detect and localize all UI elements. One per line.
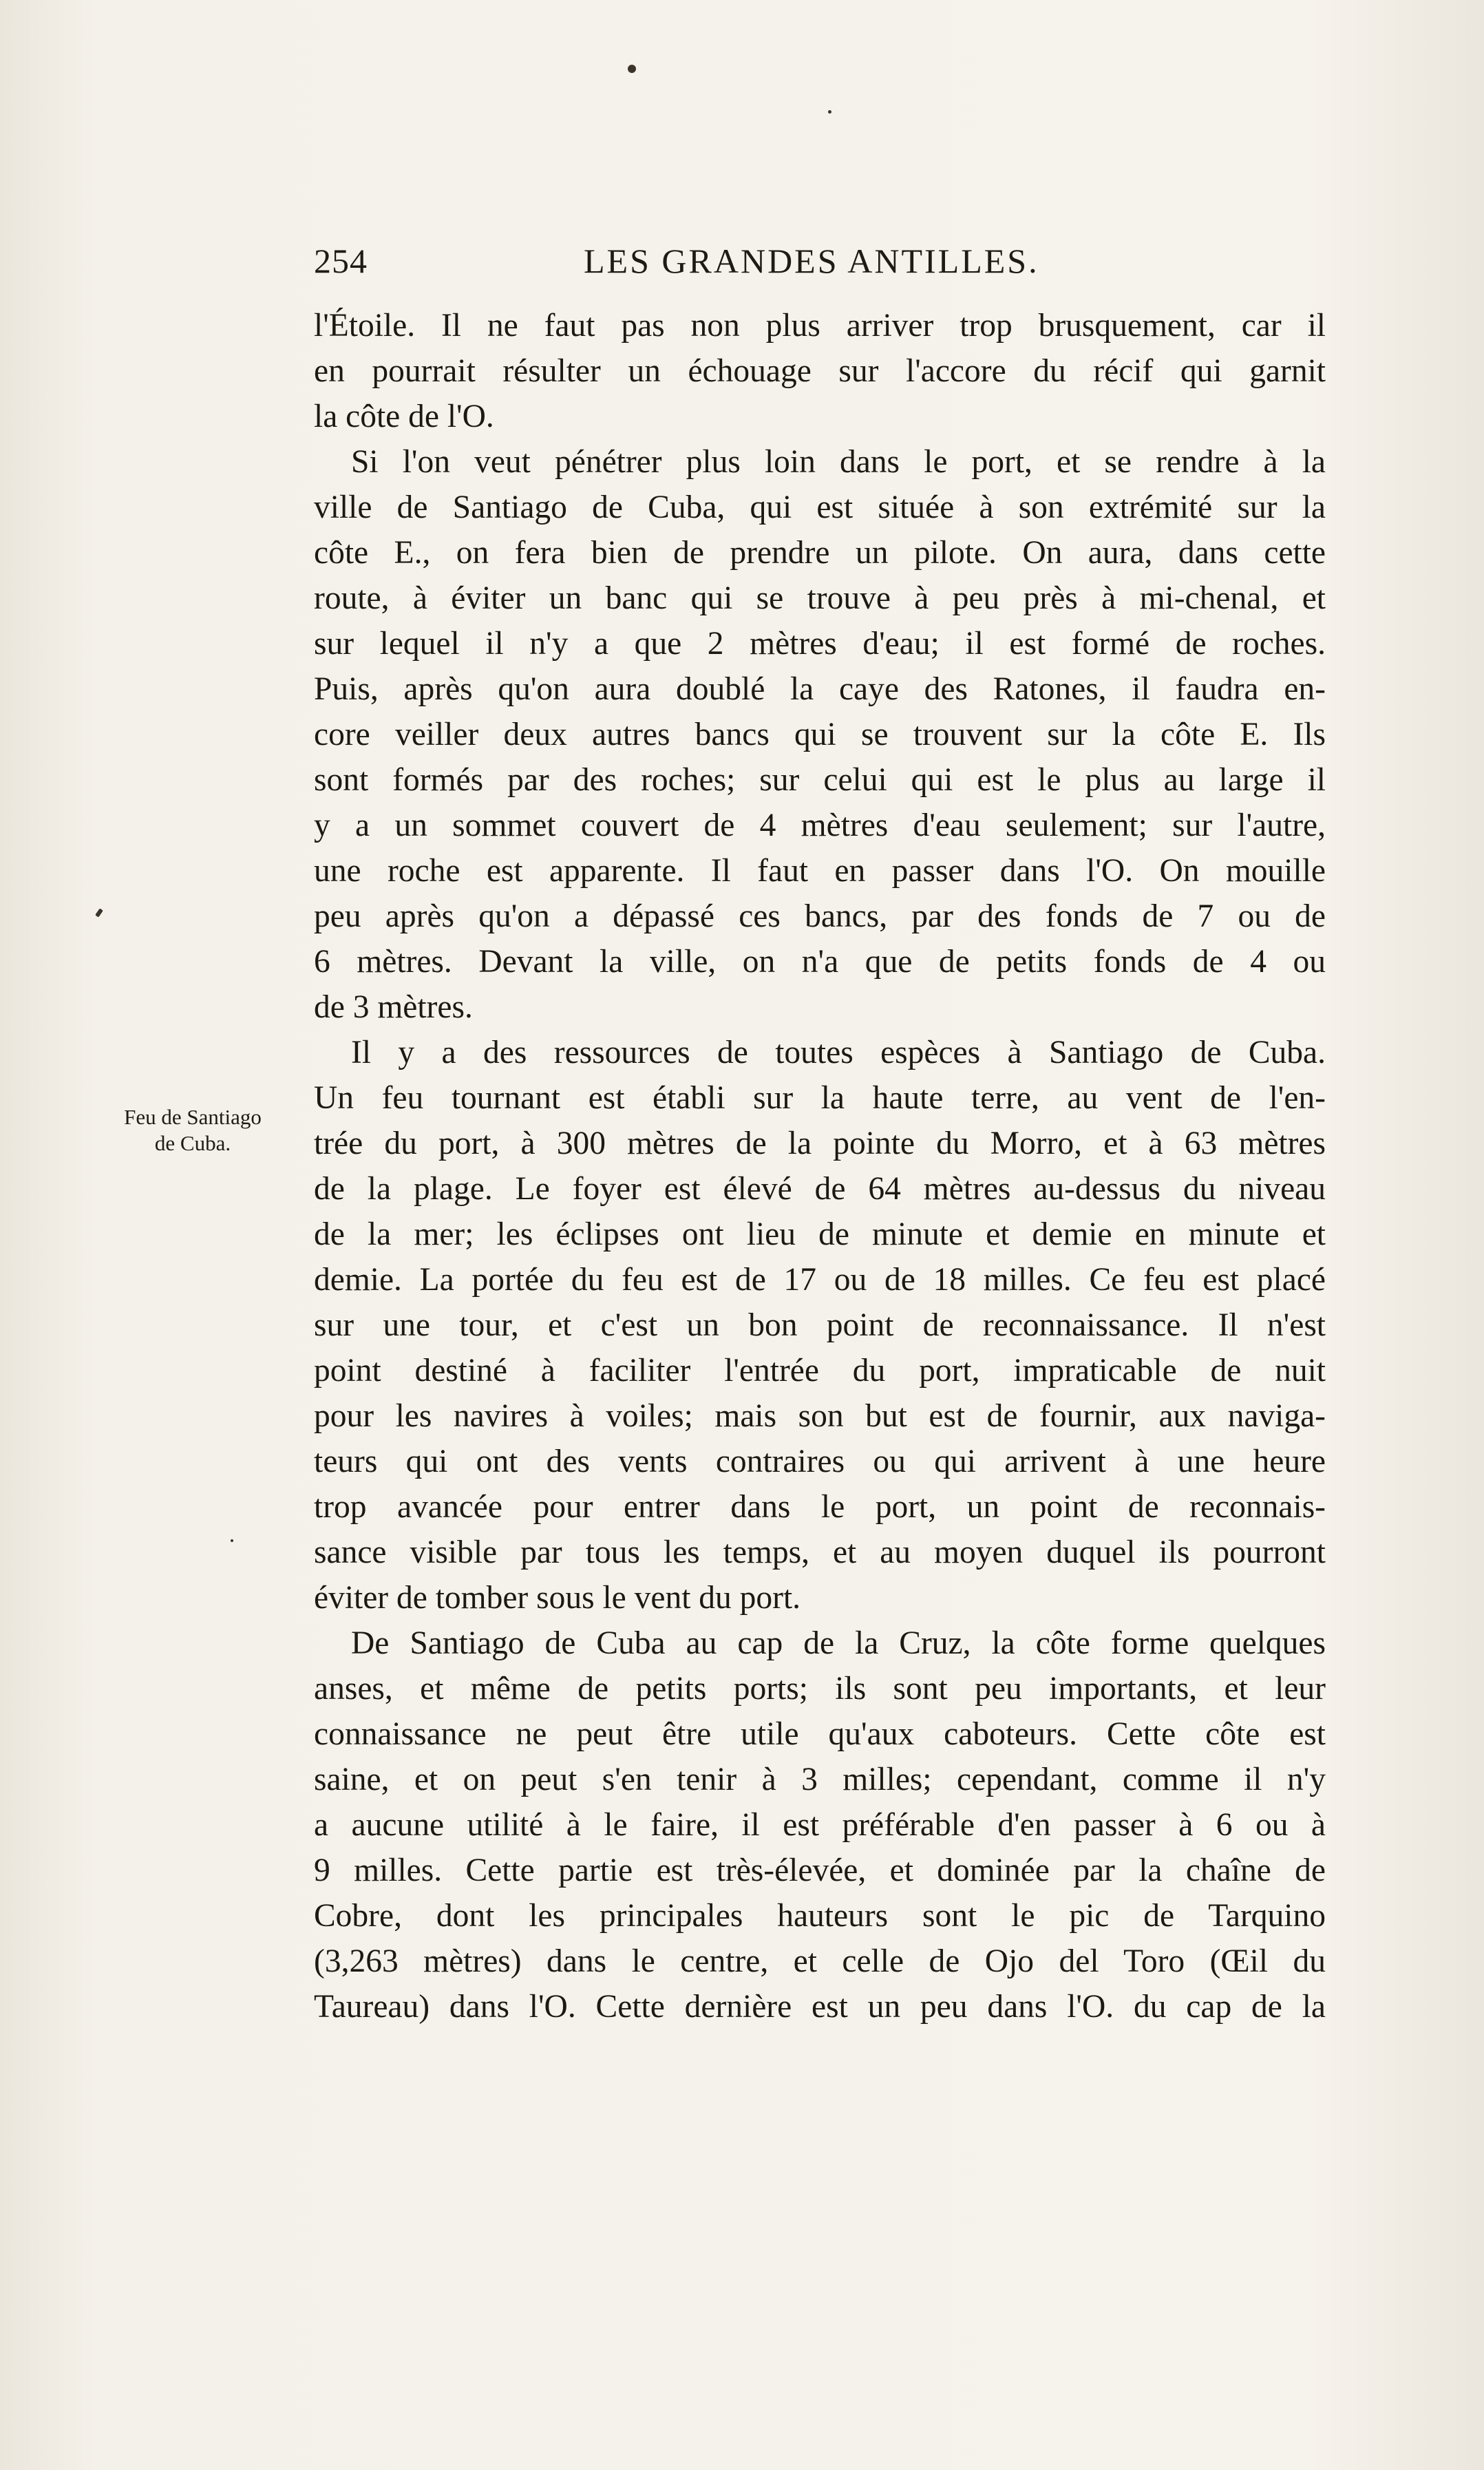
text-line: sance visible par tous les temps, et au moyen duquel ils pourront xyxy=(314,1534,1326,1570)
text-line: teurs qui ont des vents contraires ou qui arrivent à une heure xyxy=(314,1444,1326,1479)
text-line: une roche est apparente. Il faut en passer dans l'O. On mouille xyxy=(314,853,1326,889)
text-line: demie. La portée du feu est de 17 ou de 18 milles. Ce feu est placé xyxy=(314,1262,1326,1298)
text-line: y a un sommet couvert de 4 mètres d'eau seulement; sur l'autre, xyxy=(314,807,1326,843)
body-text xyxy=(314,303,1326,2029)
text-line: sur une tour, et c'est un bon point de reconnaissance. Il n'est xyxy=(314,1307,1326,1343)
text-line: De Santiago de Cuba au cap de la Cruz, la côte forme quelques xyxy=(351,1625,1326,1661)
text-line: saine, et on peut s'en tenir à 3 milles; cependant, comme il n'y xyxy=(314,1762,1326,1797)
text-line: Si l'on veut pénétrer plus loin dans le port, et se rendre à la xyxy=(351,444,1326,480)
text-line: ville de Santiago de Cuba, qui est située à son extrémité sur la xyxy=(314,489,1326,525)
text-line: pour les navires à voiles; mais son but est de fournir, aux naviga- xyxy=(314,1398,1326,1434)
running-title: LES GRANDES ANTILLES. xyxy=(584,242,1039,280)
text-line: Il y a des ressources de toutes espèces à Santiago de Cuba. xyxy=(351,1035,1326,1070)
ink-speck xyxy=(628,65,636,73)
text-line: de 3 mètres. xyxy=(314,989,473,1025)
text-line: éviter de tomber sous le vent du port. xyxy=(314,1580,801,1616)
text-line: (3,263 mètres) dans le centre, et celle de Ojo del Toro (Œil du xyxy=(314,1943,1326,1979)
text-line: Un feu tournant est établi sur la haute terre, au vent de l'en- xyxy=(314,1080,1326,1116)
margin-note-line: de Cuba. xyxy=(154,1131,231,1155)
text-line: peu après qu'on a dépassé ces bancs, par des fonds de 7 ou de xyxy=(314,898,1326,934)
text-line: Puis, après qu'on aura doublé la caye des Ratones, il faudra en- xyxy=(314,671,1326,707)
text-line: de la mer; les éclipses ont lieu de minute et demie en minute et xyxy=(314,1216,1326,1252)
text-line: route, à éviter un banc qui se trouve à peu près à mi-chenal, et xyxy=(314,580,1326,616)
text-line: 6 mètres. Devant la ville, on n'a que de petits fonds de 4 ou xyxy=(314,944,1326,980)
text-line: côte E., on fera bien de prendre un pilote. On aura, dans cette xyxy=(314,535,1326,571)
text-line: l'Étoile. Il ne faut pas non plus arriver trop brusquement, car il xyxy=(314,308,1326,344)
text-line: en pourrait résulter un échouage sur l'accore du récif qui garnit xyxy=(314,353,1326,389)
text-line: core veiller deux autres bancs qui se trouvent sur la côte E. Ils xyxy=(314,717,1326,752)
text-line: 9 milles. Cette partie est très-élevée, et dominée par la chaîne de xyxy=(314,1852,1326,1888)
ink-speck xyxy=(231,1539,233,1542)
text-line: Cobre, dont les principales hauteurs sont le pic de Tarquino xyxy=(314,1898,1326,1934)
text-line: a aucune utilité à le faire, il est préférable d'en passer à 6 ou à xyxy=(314,1807,1326,1843)
ink-speck xyxy=(95,908,103,917)
text-line: de la plage. Le foyer est élevé de 64 mètres au-dessus du niveau xyxy=(314,1171,1326,1207)
text-line: point destiné à faciliter l'entrée du port, impraticable de nuit xyxy=(314,1353,1326,1389)
text-line: sur lequel il n'y a que 2 mètres d'eau; il est formé de roches. xyxy=(314,626,1326,662)
text-line: trée du port, à 300 mètres de la pointe du Morro, et à 63 mètres xyxy=(314,1126,1326,1161)
running-header xyxy=(314,241,1326,284)
margin-note xyxy=(96,1104,289,1157)
text-line: trop avancée pour entrer dans le port, un point de reconnais- xyxy=(314,1489,1326,1525)
margin-note-line: Feu de Santiago xyxy=(124,1105,262,1129)
ink-speck xyxy=(828,110,831,114)
text-line: connaissance ne peut être utile qu'aux caboteurs. Cette côte est xyxy=(314,1716,1326,1752)
text-line: Taureau) dans l'O. Cette dernière est un peu dans l'O. du cap de la xyxy=(314,1989,1326,2025)
text-line: sont formés par des roches; sur celui qui est le plus au large il xyxy=(314,762,1326,798)
page-number: 254 xyxy=(314,242,368,280)
text-line: anses, et même de petits ports; ils sont peu importants, et leur xyxy=(314,1671,1326,1707)
text-line: la côte de l'O. xyxy=(314,399,494,434)
